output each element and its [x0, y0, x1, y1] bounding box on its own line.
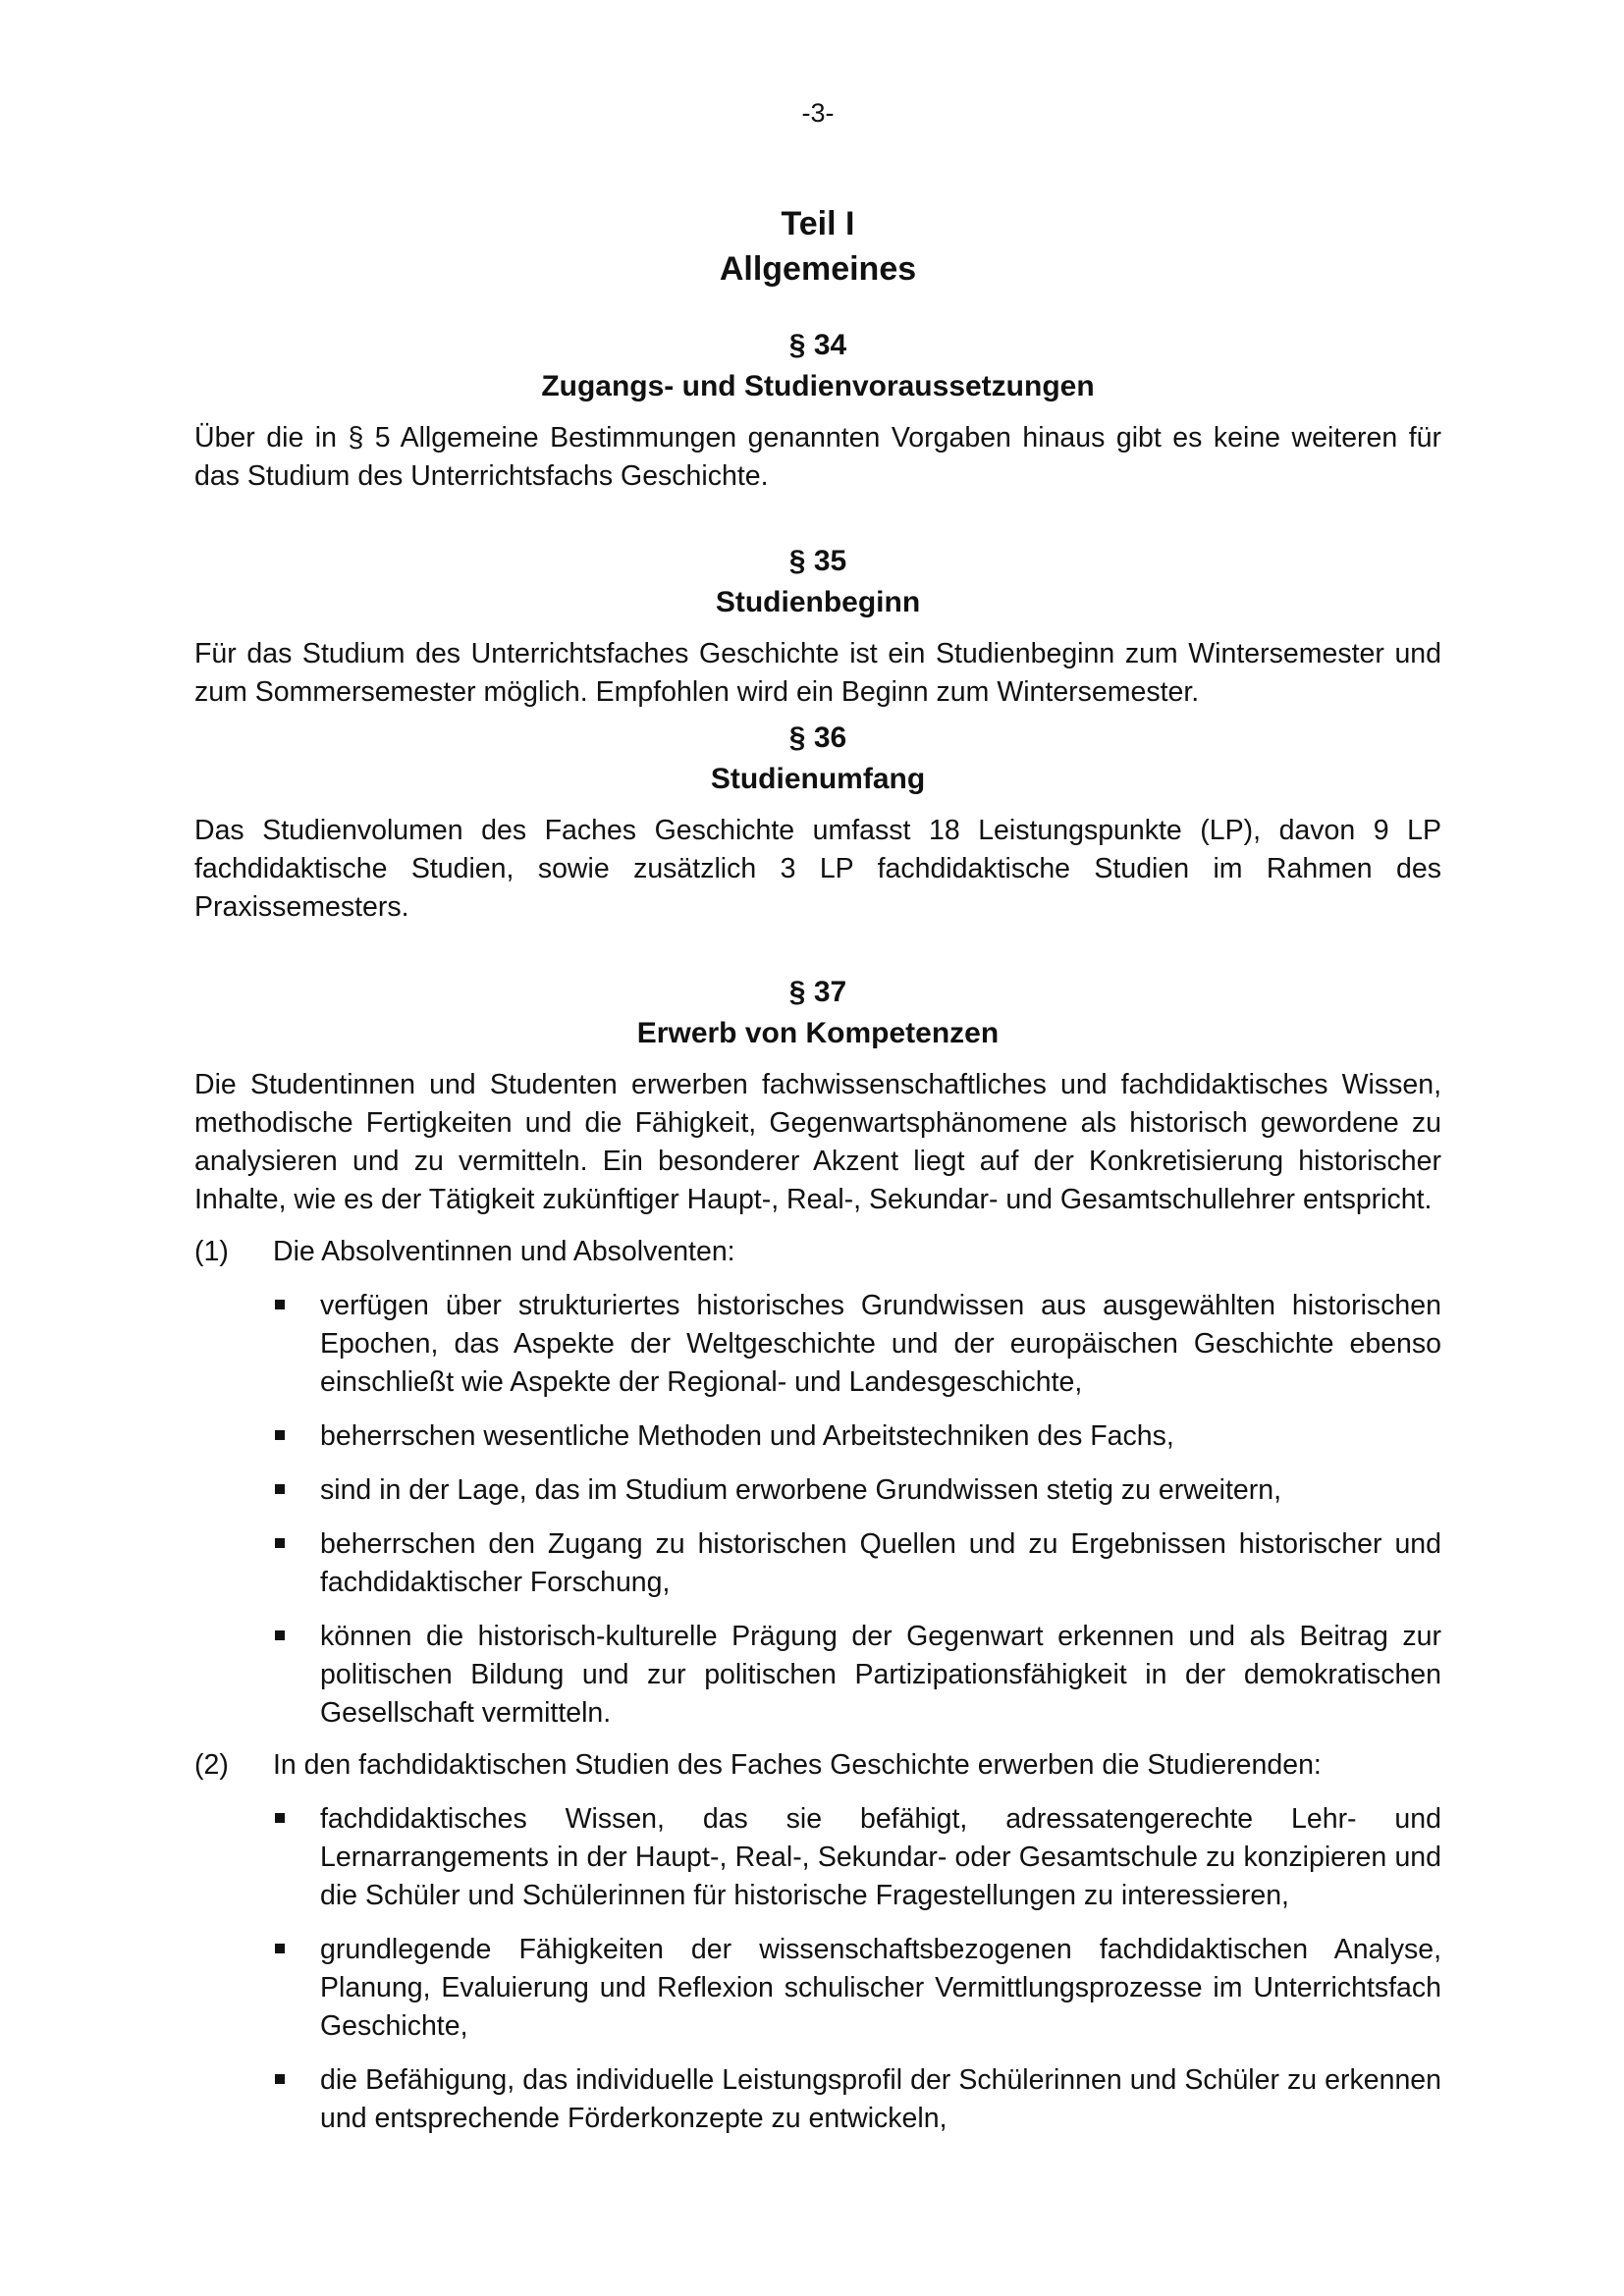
section-34 [194, 325, 1441, 496]
numbered-item-1 [194, 1233, 1441, 1271]
bullet-text: sind in der Lage, das im Studium erworbene Grundwissen stetig zu erweitern, [320, 1474, 1281, 1506]
numbered-item-1-text: Die Absolventinnen und Absolventen: [273, 1236, 735, 1267]
section-37-title: Erwerb von Kompetenzen [636, 1017, 1000, 1049]
list-item [273, 1800, 1441, 1915]
section-36-text: Das Studienvolumen des Faches Geschichte umfasst 18 Leistungspunkte (LP), davon 9 LP fachdidaktische Studien, sowie zusätzlich 3 LP fachdidaktische Studien im Rahmen des Praxissemesters. [194, 815, 1441, 923]
square-bullet-icon [273, 1525, 320, 1602]
section-35 [194, 541, 1441, 712]
part-heading [194, 201, 1441, 292]
section-35-title: Studienbeginn [715, 586, 921, 618]
list-item [273, 1471, 1441, 1510]
numbered-item-2 [194, 1746, 1441, 1785]
section-37-text: Die Studentinnen und Studenten erwerben fachwissenschaftliches und fachdidaktisches Wissen, methodische Fertigkeiten und die Fähigkeit, Gegenwartsphänomene als historisch gewordene zu analysieren und zu vermitteln. Ein besonderer Akzent liegt auf der Konkretisierung historischer Inhalte, wie es der Tätigkeit zukünftiger Haupt-, Real-, Sekundar- und Gesamtschullehrer entspricht. [194, 1069, 1441, 1215]
bullet-list-1 [194, 1287, 1441, 1733]
square-bullet-icon [273, 2061, 320, 2138]
section-35-number: § 35 [788, 545, 847, 577]
list-item [273, 1525, 1441, 1602]
section-34-heading [194, 325, 1441, 407]
list-item [273, 1417, 1441, 1456]
numbered-item-2-text: In den fachdidaktischen Studien des Faches Geschichte erwerben die Studierenden: [273, 1749, 1322, 1781]
square-bullet-icon [273, 1618, 320, 1733]
list-item [273, 1931, 1441, 2046]
section-35-text: Für das Studium des Unterrichtsfaches Geschichte ist ein Studienbeginn zum Wintersemester und zum Sommersemester möglich. Empfohlen wird ein Beginn zum Wintersemester. [194, 638, 1441, 708]
bullet-list-2 [194, 1800, 1441, 2138]
section-37-number: § 37 [788, 976, 847, 1008]
square-bullet-icon [273, 1287, 320, 1402]
bullet-text: beherrschen wesentliche Methoden und Arbeitstechniken des Fachs, [320, 1420, 1174, 1452]
section-34-text: Über die in § 5 Allgemeine Bestimmungen genannten Vorgaben hinaus gibt es keine weiteren für das Studium des Unterrichtsfachs Geschichte. [194, 422, 1441, 492]
list-item [273, 2061, 1441, 2138]
square-bullet-icon [273, 1417, 320, 1456]
section-37 [194, 972, 1441, 2138]
bullet-text: grundlegende Fähigkeiten der wissenschaftsbezogenen fachdidaktischen Analyse, Planung, Evaluierung und Reflexion schulischer Vermittlungsprozesse im Unterrichtsfach Geschichte, [320, 1934, 1441, 2042]
document-page [194, 98, 1441, 2138]
bullet-text: fachdidaktisches Wissen, das sie befähigt, adressatengerechte Lehr- und Lernarrangements in der Haupt-, Real-, Sekundar- oder Gesamtschule zu konzipieren und die Schüler und Schülerinnen für historische Fragestellungen zu interessieren, [320, 1803, 1441, 1911]
list-item [273, 1618, 1441, 1733]
page-number: -3- [801, 98, 835, 128]
bullet-text: die Befähigung, das individuelle Leistungsprofil der Schülerinnen und Schüler zu erkennen und entsprechende Förderkonzepte zu entwickeln, [320, 2064, 1441, 2134]
section-36-number: § 36 [788, 721, 847, 754]
bullet-text: verfügen über strukturiertes historisches Grundwissen aus ausgewählten historischen Epochen, das Aspekte der Weltgeschichte und der europäischen Geschichte ebenso einschließt wie Aspekte der Regional- und Landesgeschichte, [320, 1290, 1441, 1398]
numbered-item-1-label: (1) [194, 1236, 229, 1267]
part-heading-line2: Allgemeines [719, 250, 917, 288]
section-34-number: § 34 [788, 329, 847, 361]
list-item [273, 1287, 1441, 1402]
bullet-text: beherrschen den Zugang zu historischen Quellen und zu Ergebnissen historischer und fachdidaktischer Forschung, [320, 1528, 1441, 1598]
square-bullet-icon [273, 1800, 320, 1915]
bullet-text: können die historisch-kulturelle Prägung der Gegenwart erkennen und als Beitrag zur politischen Bildung und zur politischen Partizipationsfähigkeit in der demokratischen Gesellschaft vermitteln. [320, 1621, 1441, 1729]
section-36 [194, 718, 1441, 927]
section-34-title: Zugangs- und Studienvoraussetzungen [541, 370, 1095, 402]
section-36-heading [194, 718, 1441, 800]
section-35-heading [194, 541, 1441, 623]
numbered-item-2-label: (2) [194, 1749, 229, 1781]
part-heading-line1: Teil I [781, 205, 855, 242]
square-bullet-icon [273, 1471, 320, 1510]
section-37-heading [194, 972, 1441, 1054]
square-bullet-icon [273, 1931, 320, 2046]
section-36-title: Studienumfang [710, 763, 926, 795]
